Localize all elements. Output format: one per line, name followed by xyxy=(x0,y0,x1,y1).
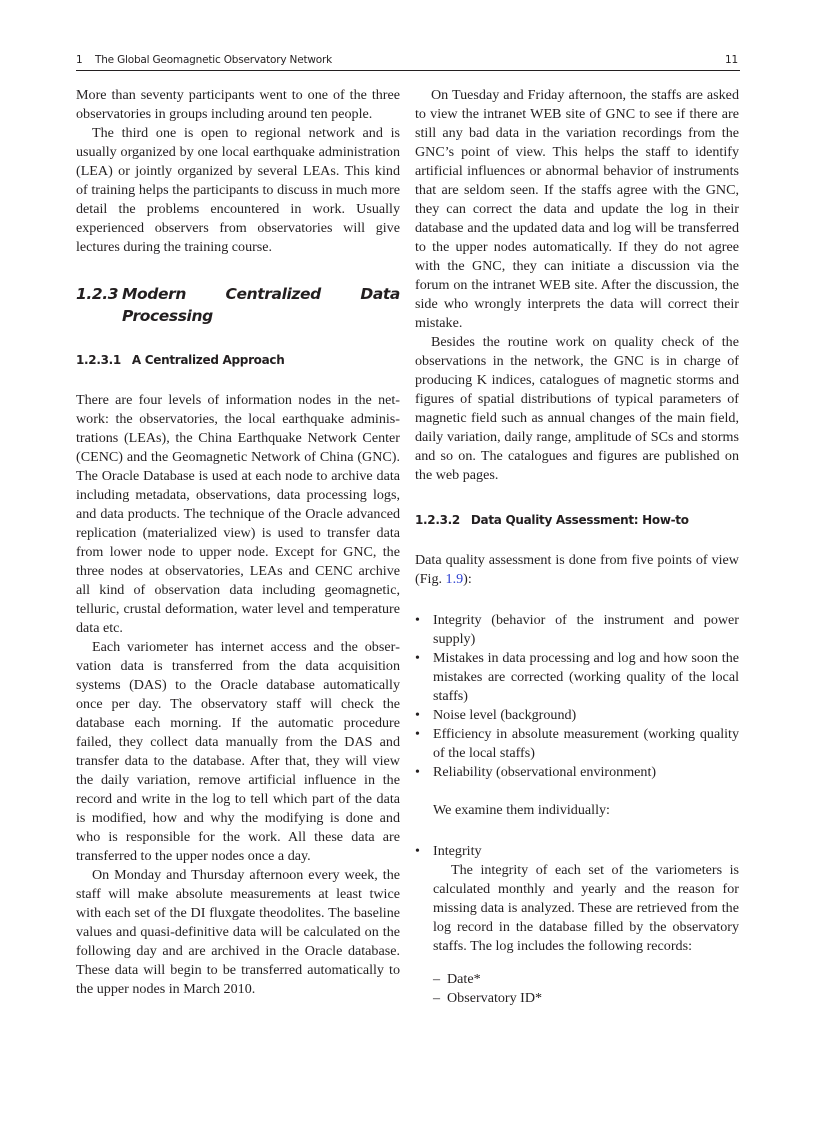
paragraph: We examine them individually: xyxy=(433,802,610,818)
list-item xyxy=(415,842,739,956)
paragraph: There are four levels of information nodes in the network: the observatories, the local earthquake administrations (LEAs), the China Earthquake Network Center (CENC) and the Geomagnetic Network of China (GNC). The Oracle Database is used at each node to archive data including metadata, observations, data processing logs, and data products. The technique of the Oracle advanced replication (materialized view) is used to transfer data from lower node to upper node. Except for GNC, the three nodes at observatories, LEAs and CENC archive all kind of observation data including geomagnetic, telluric, crustal deformation, water level and temperature data etc. xyxy=(76,392,400,636)
bullet-icon: • xyxy=(415,612,420,628)
paragraph: On Monday and Thursday afternoon every week, the staff will make absolute measurements at least twice with each set of the DI fluxgate theodolites. The baseline values and quasi-definitive data will be calculated on the following day and are archived in the Oracle database. These data will begin to be transferred automatically to the upper nodes in March 2010. xyxy=(76,867,400,997)
figure-link[interactable]: 1.9 xyxy=(445,571,464,587)
paragraph: The integrity of each set of the variometers is calculated monthly and yearly and the reason for missing data is analyzed. These are retrieved from the log record in the database filled by the observatory staffs. The log includes the following records: xyxy=(433,862,739,954)
paragraph: Each variometer has internet access and the observation data is transferred from the data acquisition systems (DAS) to the Oracle database automatically once per day. The observatory staff will check the database each morning. If the automatic procedure failed, they collect data manually from the DAS and transfer data to the database. After that, they will view the daily variation, remove artificial influence in the record and write in the log to tell which part of the data is modified, how and why the modifying is done and who is responsible for the work. All these data are transferred to the upper nodes once a day. xyxy=(76,639,400,864)
dash-icon: – xyxy=(433,971,441,987)
bullet-icon: • xyxy=(415,707,420,723)
assessment-list xyxy=(415,611,739,782)
paragraph: Besides the routine work on quality check of the observations in the network, the GNC is in charge of producing K indices, catalogues of magnetic storms and figures of spatial distributions of typical parameters of magnetic field such as annual changes of the main field, daily variation, daily range, amplitude of SCs and storms and so on. The catalogues and figures are published on the web pages. xyxy=(415,334,739,483)
list-item: – Date* xyxy=(433,971,481,987)
records-list xyxy=(433,970,739,1008)
list-item-label: Integrity xyxy=(433,843,482,859)
subsection-heading xyxy=(415,511,739,529)
bullet-icon: • xyxy=(415,843,420,859)
subsection-number: 1.2.3.1 xyxy=(76,353,121,367)
paragraph: On Tuesday and Friday afternoon, the staffs are asked to view the intranet WEB site of GNC to see if there are still any bad data in the variation recordings from the GNC’s point of view. This helps the staff to identify artificial influences or abnormal behavior of instruments that are seldom seen. If the staffs agree with the GNC, they can correct the data and update the log in their database and the updated data and log will be transferred to the upper nodes automatically. If they do not agree with the GNC, they can initiate a discussion via the forum on the intranet WEB site. After the discussion, the side who wrongly interprets the data will correct their mistake. xyxy=(415,87,739,331)
left-column xyxy=(76,86,400,999)
section-heading xyxy=(76,283,400,327)
section-number: 1.2.3 xyxy=(76,285,119,303)
subsection-title: A Centralized Approach xyxy=(131,353,285,367)
bullet-icon: • xyxy=(415,650,420,666)
list-item: • Mistakes in data processing and log and how soon the mistakes are corrected (working quality of the local staffs) xyxy=(415,650,739,704)
paragraph: More than seventy participants went to one of the three observatories in groups including around ten people. xyxy=(76,87,400,122)
dash-icon: – xyxy=(433,990,441,1006)
list-item: • Reliability (observational environment) xyxy=(415,764,657,780)
paragraph: The third one is open to regional network and is usually organized by one local earthquake administration (LEA) or jointly organized by several LEAs. This kind of training helps the participants to discuss in much more detail the problems encountered in work. Usually experienced observers from observatories will give lectures during the training course. xyxy=(76,125,400,255)
list-item: • Integrity (behavior of the instrument and power supply) xyxy=(415,612,739,647)
subsection-heading xyxy=(76,351,400,369)
chapter-number: 1 xyxy=(76,54,83,66)
subsection-number: 1.2.3.2 xyxy=(415,513,460,527)
bullet-icon: • xyxy=(415,726,420,742)
chapter-title: The Global Geomagnetic Observatory Network xyxy=(95,54,332,66)
list-item: • Efficiency in absolute measurement (working quality of the local staffs) xyxy=(415,726,739,761)
list-item: – Observatory ID* xyxy=(433,990,543,1006)
running-header xyxy=(76,52,740,71)
page-number: 11 xyxy=(725,54,738,66)
right-column xyxy=(415,86,739,1008)
bullet-icon: • xyxy=(415,764,420,780)
section-title: Modern Centralized Data Processing xyxy=(122,285,400,325)
integrity-list xyxy=(415,842,739,956)
list-item: • Noise level (background) xyxy=(415,707,577,723)
paragraph: Data quality assessment is done from five points of view (Fig. 1.9): xyxy=(415,552,739,587)
subsection-title: Data Quality Assessment: How-to xyxy=(470,513,689,527)
